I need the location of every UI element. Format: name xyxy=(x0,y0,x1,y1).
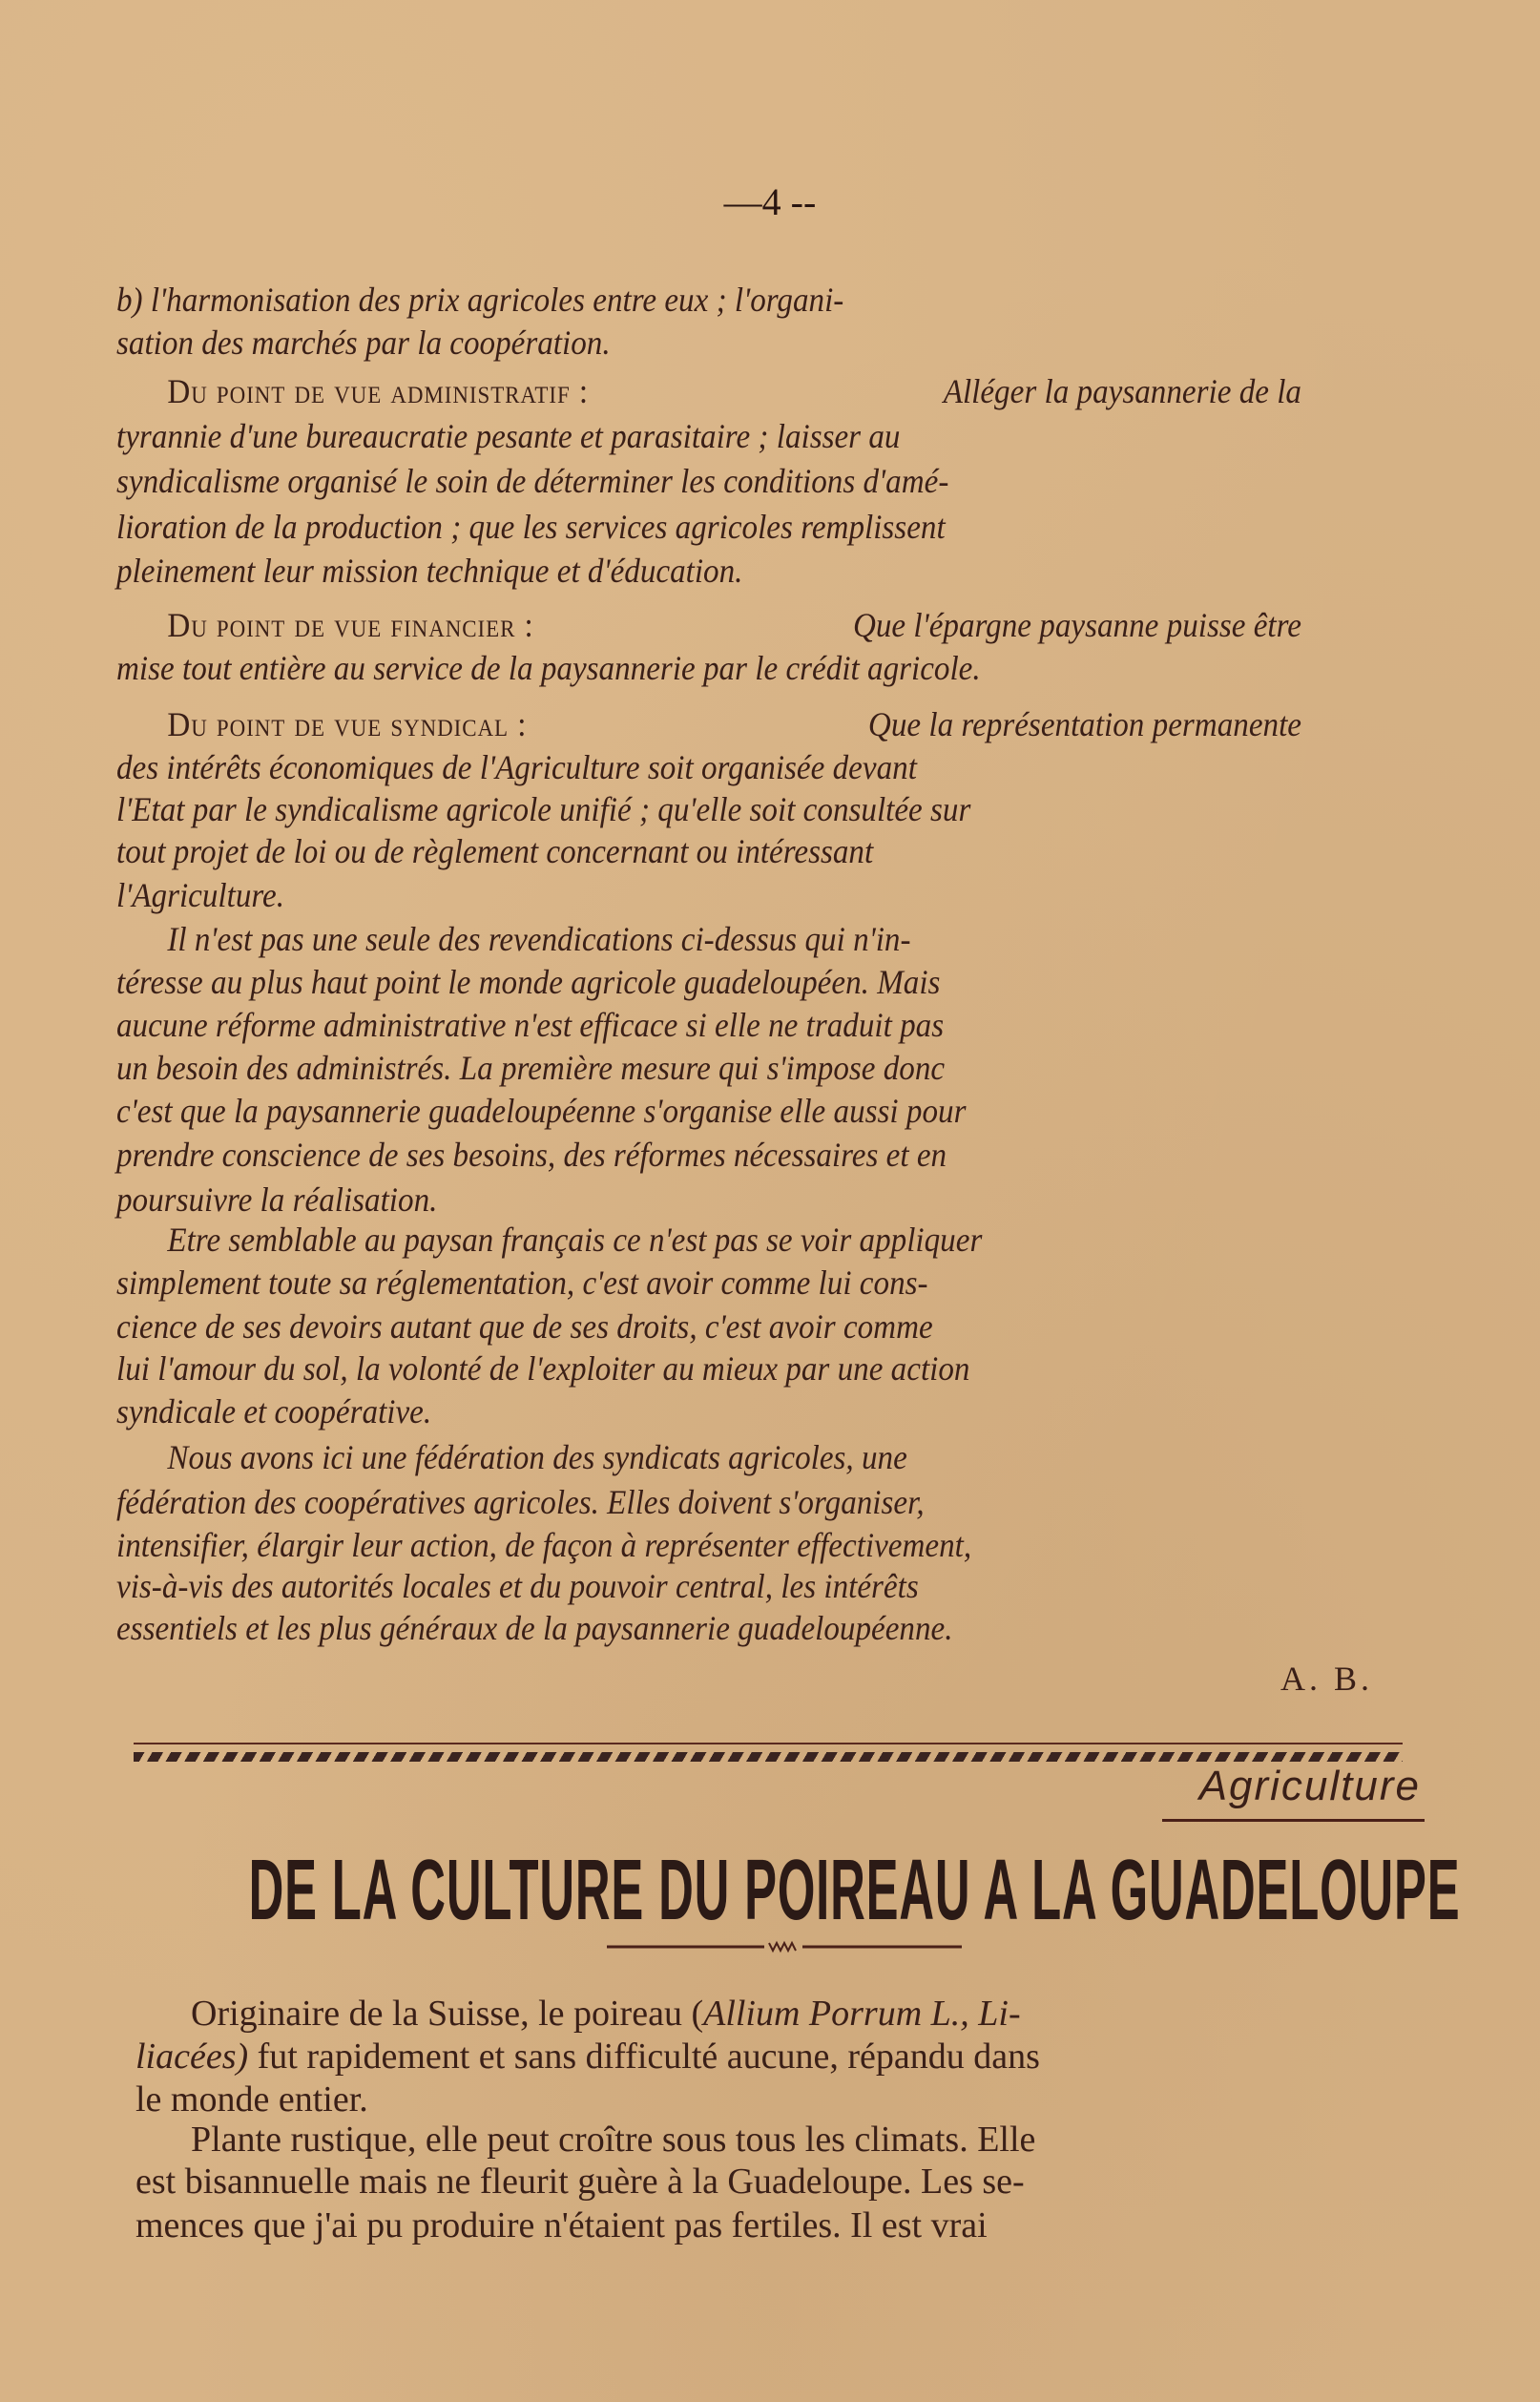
text-line: Du point de vue financier : Que l'épargne paysanne puisse être xyxy=(167,606,1301,644)
text-line: tout projet de loi ou de règlement concernant ou intéressant xyxy=(116,832,874,870)
text-line: Du point de vue syndical : Que la représentation permanente xyxy=(167,705,1301,743)
text-line: sation des marchés par la coopération. xyxy=(116,324,611,362)
text-line: mences que j'ai pu produire n'étaient pas fertiles. Il est vrai xyxy=(135,2205,988,2245)
signature: A. B. xyxy=(1280,1660,1373,1698)
text-line: syndicalisme organisé le soin de déterminer les conditions d'amé- xyxy=(116,462,949,500)
text-line: cience de ses devoirs autant que de ses droits, c'est avoir comme xyxy=(116,1307,933,1346)
text-line: l'Agriculture. xyxy=(116,876,285,914)
article-title: DE LA CULTURE DU POIREAU A LA GUADELOUPE xyxy=(248,1843,1461,1939)
text-line: lioration de la production ; que les services agricoles remplissent xyxy=(116,508,946,546)
section-lead: Du point de vue administratif : xyxy=(167,372,590,410)
text-line: un besoin des administrés. La première mesure qui s'impose donc xyxy=(116,1049,946,1087)
text-line: fédération des coopératives agricoles. Elles doivent s'organiser, xyxy=(116,1483,925,1521)
text-line: prendre conscience de ses besoins, des réformes nécessaires et en xyxy=(116,1136,947,1174)
section-lead: Du point de vue syndical : xyxy=(167,705,528,743)
text-line: est bisannuelle mais ne fleurit guère à la Guadeloupe. Les se- xyxy=(135,2162,1025,2202)
text-line: intensifier, élargir leur action, de façon à représenter effectivement, xyxy=(116,1526,972,1564)
text-line: aucune réforme administrative n'est efficace si elle ne traduit pas xyxy=(116,1006,945,1044)
text-line: Il n'est pas une seule des revendications ci-dessus qui n'in- xyxy=(167,920,911,958)
text-line: pleinement leur mission technique et d'éducation. xyxy=(116,552,743,590)
text-line: b) l'harmonisation des prix agricoles entre eux ; l'organi- xyxy=(116,281,844,319)
text-line: Nous avons ici une fédération des syndicats agricoles, une xyxy=(167,1438,907,1476)
text-line: Etre semblable au paysan français ce n'est pas se voir appliquer xyxy=(167,1221,983,1259)
text-line: téresse au plus haut point le monde agricole guadeloupéen. Mais xyxy=(116,963,941,1001)
ornament-divider xyxy=(607,1940,962,1953)
text-line: tyrannie d'une bureaucratie pesante et parasitaire ; laisser au xyxy=(116,417,901,455)
text-line: Plante rustique, elle peut croître sous tous les climats. Elle xyxy=(191,2120,1036,2160)
text-line: essentiels et les plus généraux de la paysannerie guadeloupéenne. xyxy=(116,1609,953,1647)
section-label: Agriculture xyxy=(1198,1763,1421,1809)
page-number: —4 -- xyxy=(723,180,817,223)
text-line: vis-à-vis des autorités locales et du pouvoir central, les intérêts xyxy=(116,1567,919,1605)
text-line: Du point de vue administratif : Alléger la paysannerie de la xyxy=(167,372,1301,410)
text-line: des intérêts économiques de l'Agriculture soit organisée devant xyxy=(116,748,917,786)
text-line: Originaire de la Suisse, le poireau (Allium Porrum L., Li- xyxy=(191,1994,1021,2034)
text-line: simplement toute sa réglementation, c'est avoir comme lui cons- xyxy=(116,1264,928,1302)
text-line: le monde entier. xyxy=(135,2079,368,2120)
text-line: liacées) fut rapidement et sans difficulté aucune, répandu dans xyxy=(135,2036,1040,2077)
text-line: poursuivre la réalisation. xyxy=(116,1180,438,1219)
text-line: syndicale et coopérative. xyxy=(116,1392,432,1431)
section-underline xyxy=(1162,1819,1425,1822)
hatched-divider xyxy=(134,1752,1403,1762)
text-line: l'Etat par le syndicalisme agricole unifié ; qu'elle soit consultée sur xyxy=(116,790,971,828)
text-line: lui l'amour du sol, la volonté de l'exploiter au mieux par une action xyxy=(116,1349,970,1388)
text-line: mise tout entière au service de la paysannerie par le crédit agricole. xyxy=(116,649,981,687)
divider-rule xyxy=(134,1743,1403,1744)
section-lead: Du point de vue financier : xyxy=(167,606,534,644)
text-line: c'est que la paysannerie guadeloupéenne s'organise elle aussi pour xyxy=(116,1092,967,1130)
